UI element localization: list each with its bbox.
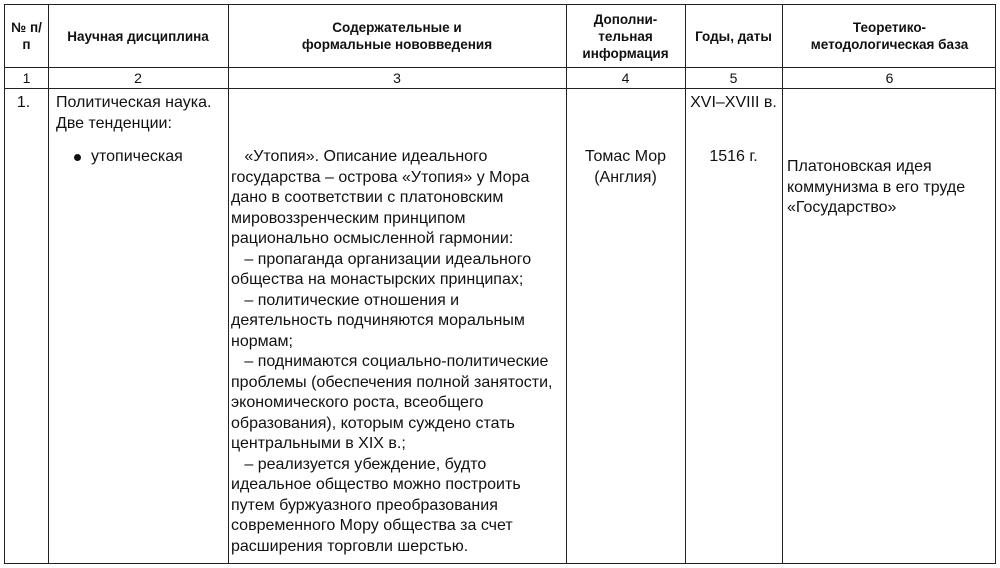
discipline-title: Политическая наука. Две тенденции: (56, 94, 212, 132)
column-number: 6 (885, 69, 894, 86)
column-number: 2 (134, 69, 142, 86)
date-value: 1516 г. (709, 148, 758, 165)
column-number: 3 (393, 69, 401, 86)
column-number: 4 (621, 69, 630, 86)
additional-info: Томас Мор (Англия) (584, 148, 667, 186)
bullet-icon (74, 154, 81, 161)
header-years: Годы, даты (695, 28, 772, 44)
header-innovations: Содержательные и формальные нововведения (301, 20, 493, 52)
column-number: 1 (22, 69, 31, 86)
header-number: № п/п (11, 20, 42, 52)
innovations-table (4, 4, 996, 564)
tendency-item (74, 147, 224, 168)
header-discipline: Научная дисциплина (67, 28, 209, 44)
theory-base: Платоновская идея коммунизма в его труде «Государство» (787, 158, 966, 216)
column-number: 5 (729, 69, 738, 86)
header-additional-info: Дополни-тельная информация (582, 11, 669, 61)
tendency-label: утопическая (91, 148, 183, 165)
row-number: 1. (16, 94, 31, 111)
years-range: XVI–XVIII в. (690, 94, 777, 111)
number-row-divider (5, 88, 995, 89)
innovations-content: «Утопия». Описание идеального государства – острова «Утопия» у Мора дано в соответствии с платоновским мировоззренческим принципом рационально осмысленной гармонии: – пропаганда организации идеального общества на монастырских принципах; – политические отношения и деятельность подчиняются моральным нормам; – поднимаются социально-политические проблемы (обеспечения полной занятости, экономического роста, всеобщего образования), которым суждено стать центральными в XIX в.; – реализуется убеждение, будто идеальное общество можно построить путем буржуазного преобразования современного Мору общества за счет расширения торговли шерстью. (231, 148, 553, 555)
header-theory-base: Теоретико-методологическая база (810, 20, 969, 52)
